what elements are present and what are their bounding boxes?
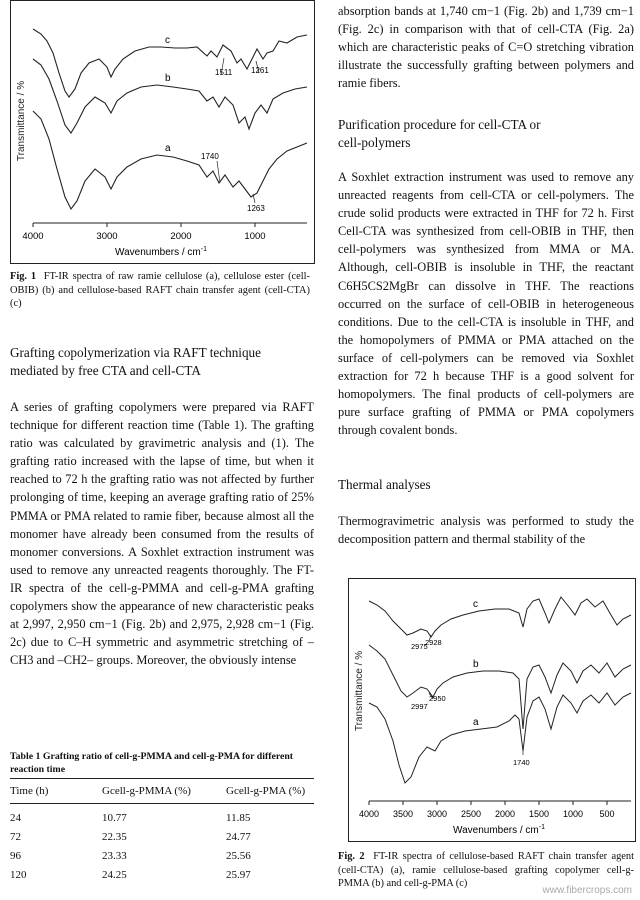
fig1-annotation: 1740 xyxy=(201,152,219,161)
fig2-xtick: 1500 xyxy=(528,809,550,819)
fig1-curve-label: a xyxy=(165,143,171,154)
table-1-body xyxy=(10,808,314,884)
fig2-xtick: 2500 xyxy=(460,809,482,819)
fig1-annotation: 1261 xyxy=(251,66,269,75)
fig1-caption-label: Fig. 1 xyxy=(10,271,37,282)
fig2-curve-label: c xyxy=(473,599,478,610)
table-row xyxy=(10,827,314,846)
table-row xyxy=(10,846,314,865)
figure-2-plot xyxy=(349,579,635,841)
fig1-xtick: 3000 xyxy=(96,231,118,242)
section-heading-thermal: Thermal analyses xyxy=(338,477,431,492)
fig2-xlabel: Wavenumbers / $cm^{-1}$ xyxy=(453,824,545,836)
fig1-xtick: 4000 xyxy=(22,231,44,242)
fig2-caption-label: Fig. 2 xyxy=(338,851,365,862)
fig2-curve-a xyxy=(369,693,631,783)
fig2-annotation: 2975 xyxy=(411,642,428,651)
fig1-curve-label: c xyxy=(165,35,170,46)
fig2-annotation: 2997 xyxy=(411,702,428,711)
table-1-grid xyxy=(10,779,314,803)
table-cell: 25.97 xyxy=(226,868,251,881)
table-row xyxy=(10,808,314,827)
section-heading-grafting: Grafting copolymerization via RAFT technique mediated by free CTA and cell-CTA xyxy=(10,345,261,378)
fig1-ticks xyxy=(33,223,255,227)
fig2-xtick: 3000 xyxy=(426,809,448,819)
table-cell: 25.56 xyxy=(226,849,251,862)
table-cell: 72 xyxy=(10,830,21,843)
left-column xyxy=(10,0,314,900)
table-cell: 24.77 xyxy=(226,830,251,843)
table-row xyxy=(10,865,314,884)
fig1-caption-text: FT-IR spectra of raw ramie cellulose (a), cellulose ester (cell-OBIB) (b) and cellulose-based RAFT chain transfer agent (cell-CTA) (c) xyxy=(10,271,310,309)
fig1-curve-a xyxy=(33,111,307,209)
paragraph-purification: A Soxhlet extraction instrument was used to remove any unreacted reagents from cell-CTA or cell-polymers. The crude solid products were extracted in THF for 72 h. First Cell-CTA was synthesized from cell-OBIB in THF, then cell-polymers was synthesized from MMA or MA. Although, cell-OBIB is insoluble in THF, the reactant C6H5CS2MgBr can dissolve in THF. The reactions occurred on the surface of cell-OBIB in heterogeneous conditions. Due to the cell-CTA is insoluble in THF, and the homopolymers of PMMA or PMA attached on the surface of cell-polymers can be removed via Soxhlet extraction for 72 h because THF is a good solvent for homopolymers. The final products of cell-polymers are pure surface grafting of PMMA or PMA copolymers through covalent bonds. xyxy=(338,170,634,438)
table-cell: 24 xyxy=(10,811,21,824)
paragraph-grafting: A series of grafting copolymers were prepared via RAFT technique for different reaction time (Table 1). The grafting ratio was calculated by gravimetric analysis and (1). The grafting ratio increased with the lapse of time, but when it reached to 72 h the grafting ratio was not affected by further prolonging of time, keeping an average grafting ratio of 25% PMMA or PMA related to ramie fiber, because almost all the monomer have already been consumed from the results of monomer conversions. A Soxhlet extraction instrument was used to remove any unreacted reagents thoroughly. The FT-IR spectra of the cell-g-PMMA and cell-g-PMA grafting copolymers show the appearance of new characteristic peaks at 2,997, 2,950 cm−1 (Fig. 2b) and 2,975, 2,928 cm−1 (Fig. 2c) due to C–H symmetric and asymmetric stretching of –CH3 and –CH2– groups. Moreover, the obviously intense xyxy=(10,400,314,668)
fig1-curve-label: b xyxy=(165,73,171,84)
fig2-ylabel: Transmittance / % xyxy=(354,650,365,732)
table-header-cell: Gcell-g-PMMA (%) xyxy=(102,785,191,797)
table-cell: 11.85 xyxy=(226,811,251,824)
fig1-ylabel: Transmittance / % xyxy=(16,80,27,162)
figure-1-plot xyxy=(11,1,314,263)
fig2-xtick: 2000 xyxy=(494,809,516,819)
fig2-annotation: 2950 xyxy=(429,694,446,703)
table-header-cell: Time (h) xyxy=(10,785,49,797)
paragraph-thermal: Thermogravimetric analysis was performed to study the decomposition pattern and thermal stability of the xyxy=(338,514,634,547)
fig1-xtick: 2000 xyxy=(170,231,192,242)
watermark: www.fibercrops.com xyxy=(542,885,632,896)
paragraph-absorption: absorption bands at 1,740 cm−1 (Fig. 2b) and 1,739 cm−1 (Fig. 2c) in comparison with that of cell-CTA (Fig. 2a) which are characteristic peaks of C=O stretching vibration illustrate the successfully grafting between polymers and ramie fibers. xyxy=(338,4,634,91)
fig2-xtick: 3500 xyxy=(392,809,414,819)
fig2-curve-c xyxy=(369,597,631,637)
right-column xyxy=(338,0,634,900)
fig2-ticks xyxy=(369,801,607,805)
fig2-xtick: 500 xyxy=(599,809,615,819)
table-1-caption: Table 1 Grafting ratio of cell-g-PMMA and cell-g-PMA for different reaction time xyxy=(10,751,294,775)
fig2-annotation: 1740 xyxy=(513,758,530,767)
fig2-curve-label: b xyxy=(473,659,479,670)
figure-1-caption xyxy=(10,270,310,311)
table-cell: 10.77 xyxy=(102,811,127,824)
table-cell: 120 xyxy=(10,868,27,881)
section-heading-purification: Purification procedure for cell-CTA or cell-polymers xyxy=(338,117,541,150)
fig2-caption-text: FT-IR spectra of cellulose-based RAFT chain transfer agent (cell-CTA) (a), ramie cellulose-based grafting copolymer cell-g-PMMA (b) and cell-g-PMA (c) xyxy=(338,851,634,889)
figure-1 xyxy=(10,0,315,264)
fig2-curve-b xyxy=(369,645,631,729)
table-cell: 22.35 xyxy=(102,830,127,843)
fig2-annotation: 2928 xyxy=(425,638,442,647)
table-1 xyxy=(10,778,314,884)
table-header-cell: Gcell-g-PMA (%) xyxy=(226,785,306,797)
fig1-xlabel: Wavenumbers / $cm^{-1}$ xyxy=(115,246,207,258)
table-cell: 24.25 xyxy=(102,868,127,881)
fig2-xtick: 4000 xyxy=(358,809,380,819)
fig2-xtick: 1000 xyxy=(562,809,584,819)
fig1-annotation: 1263 xyxy=(247,204,265,213)
table-cell: 23.33 xyxy=(102,849,127,862)
fig2-curve-label: a xyxy=(473,717,479,728)
fig1-annotation: 1511 xyxy=(215,68,233,77)
table-cell: 96 xyxy=(10,849,21,862)
table-header-row xyxy=(10,779,314,803)
fig1-xtick: 1000 xyxy=(244,231,266,242)
figure-2 xyxy=(348,578,636,842)
